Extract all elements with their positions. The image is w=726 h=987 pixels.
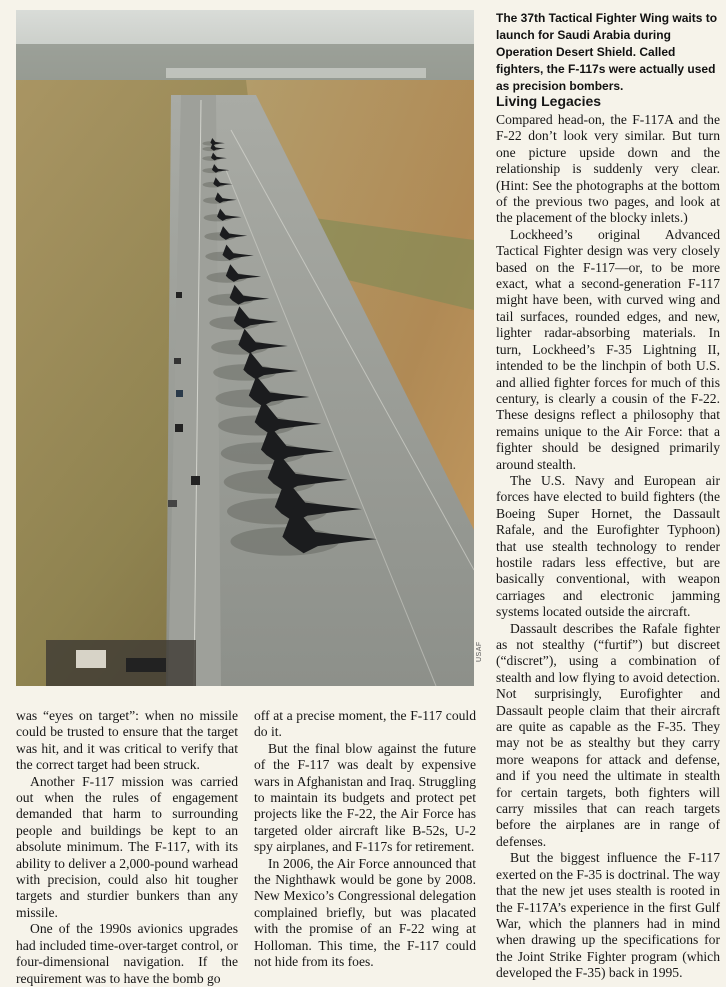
right-paragraph-3: The U.S. Navy and European air forces have elected to build fighters (the Boeing Super Hornet, the Dassault Rafale, and the Eurofighter Typhoon) that use stealth technology to render hostile radars less effective, but are basically conventional, with weapon carriages and electronic jamming systems located outside the aircraft. xyxy=(496,472,720,620)
left-paragraph-3: One of the 1990s avionics upgrades had included time-over-target control, or four-dimensional navigation. If the requirement was to have the bomb go xyxy=(16,921,238,986)
right-paragraph-5: But the biggest influence the F-117 exerted on the F-35 is doctrinal. The way that the new jet uses stealth is rooted in the F-117A’s experience in the first Gulf War, which the planners had in mind when drawing up the specifications for the Joint Strike Fighter program (which developed the F-35) back in 1995. xyxy=(496,850,720,981)
f117-flightline-photo xyxy=(16,10,474,686)
middle-paragraph-3: In 2006, the Air Force announced that the Nighthawk would be gone by 2008. New Mexico’s Congressional delegation complained briefly, but was placated with the promise of an F-22 wing at Holloman. This time, the F-117 could not hide from its foes. xyxy=(254,855,476,970)
right-paragraph-4: Dassault describes the Rafale fighter as not stealthy (“furtif”) but discreet (“discret”), using a combination of stealth and low flying to avoid detection. Not surprisingly, Eurofighter and Dassault people claim that their aircraft are quite as capable as the F-35. They may not be as stealthy but they carry more weapons for attack and defense, and if you need the ultimate in stealth for certain targets, both fighters will carry missiles that can reach targets before the airplanes are in range of defenses. xyxy=(496,620,720,849)
right-paragraph-1: Compared head-on, the F-117A and the F-22 don’t look very similar. But turn one picture upside down and the relationship is suddenly very clear. (Hint: See the photographs at the bottom of the previous two pages, and look at the placement of the blocky inlets.) xyxy=(496,112,720,226)
middle-paragraph-1: off at a precise moment, the F-117 could do it. xyxy=(254,708,476,740)
middle-column xyxy=(254,708,476,971)
right-column xyxy=(496,92,720,982)
distant-water xyxy=(166,68,426,78)
left-column xyxy=(16,708,238,987)
section-heading: Living Legacies xyxy=(496,93,602,109)
photo-credit: USAF xyxy=(476,641,483,662)
right-paragraph-2: Lockheed’s original Advanced Tactical Fighter design was very closely based on the F-117—or, to be more exact, what a second-generation F-117 might have been, with curved wing and tail surfaces, rounded edges, and new, lighter radar-absorbing materials. In turn, Lockheed’s F-35 Lightning II, intended to be the linchpin of both U.S. and allied fighter forces for much of this century, is clearly a cousin of the F-22. These designs reflect a philosophy that remains unique to the Air Force: that a fighter should be designed primarily around stealth. xyxy=(496,226,720,472)
middle-paragraph-2: But the final blow against the future of the F-117 was dealt by expensive wars in Afghanistan and Iraq. Struggling to maintain its budgets and protect pet projects like the F-22, the Air Force has targeted older aircraft like B-52s, U-2 spy airplanes, and F-117s for retirement. xyxy=(254,740,476,855)
flightline-illustration xyxy=(16,10,474,686)
left-paragraph-2: Another F-117 mission was carried out when the rules of engagement demanded that harm to surrounding people and buildings be kept to an absolute minimum. The F-117, with its ability to deliver a 2,000-pound warhead with precision, could also hit tougher targets and sturdier bunkers than any missile. xyxy=(16,773,238,920)
left-paragraph-1: was “eyes on target”: when no missile could be trusted to ensure that the target was hit, and it was critical to verify that the correct target had been struck. xyxy=(16,708,238,773)
photo-caption: The 37th Tactical Fighter Wing waits to launch for Saudi Arabia during Operation Desert Shield. Called fighters, the F-117s were actually used as precision bombers. xyxy=(496,11,718,93)
